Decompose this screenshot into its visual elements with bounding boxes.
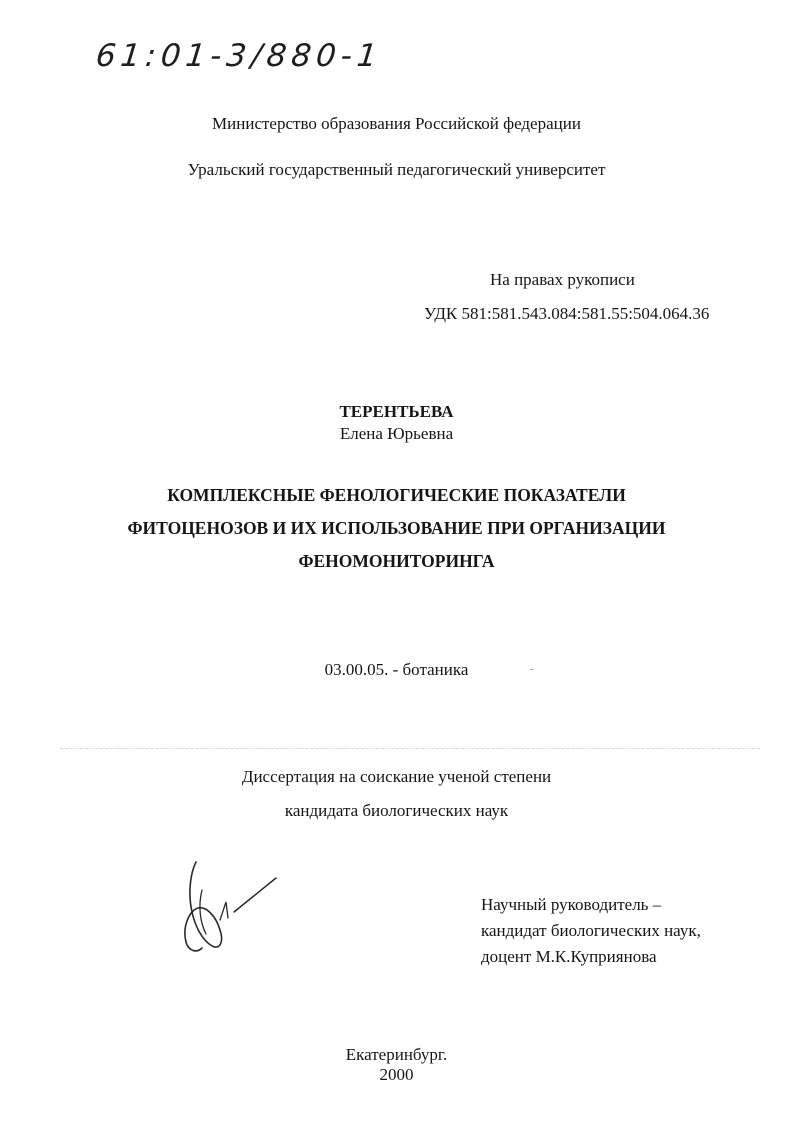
- manuscript-note: На правах рукописи: [490, 270, 635, 289]
- author-given-names: Елена Юрьевна: [339, 424, 454, 443]
- scan-fold-line: [60, 748, 760, 749]
- degree-line-2: кандидата биологических наук: [284, 801, 509, 820]
- supervisor-line-3: доцент М.К.Куприянова: [481, 947, 657, 966]
- title-line-1: КОМПЛЕКСНЫЕ ФЕНОЛОГИЧЕСКИЕ ПОКАЗАТЕЛИ: [167, 485, 626, 505]
- supervisor-line-1: Научный руководитель –: [481, 895, 662, 914]
- city-line: Екатеринбург.: [345, 1045, 448, 1064]
- author-surname: ТЕРЕНТЬЕВА: [339, 402, 454, 421]
- title-line-2: ФИТОЦЕНОЗОВ И ИХ ИСПОЛЬЗОВАНИЕ ПРИ ОРГАНИЗАЦИИ: [127, 518, 666, 538]
- signature-icon: [176, 850, 286, 960]
- archive-code-handwritten: 61:01-3/880-1: [94, 38, 384, 74]
- udc-code: УДК 581:581.543.084:581.55:504.064.36: [424, 304, 710, 323]
- university-line: Уральский государственный педагогический университет: [187, 160, 606, 179]
- supervisor-line-2: кандидат биологических наук,: [481, 921, 701, 940]
- ministry-line: Министерство образования Российской федерации: [212, 114, 581, 133]
- scan-speck: [530, 669, 533, 670]
- degree-line-1: Диссертация на соискание ученой степени: [241, 767, 552, 786]
- year-line: 2000: [379, 1065, 414, 1084]
- title-line-3: ФЕНОМОНИТОРИНГА: [298, 551, 495, 571]
- specialty-line: 03.00.05. - ботаника: [324, 660, 469, 679]
